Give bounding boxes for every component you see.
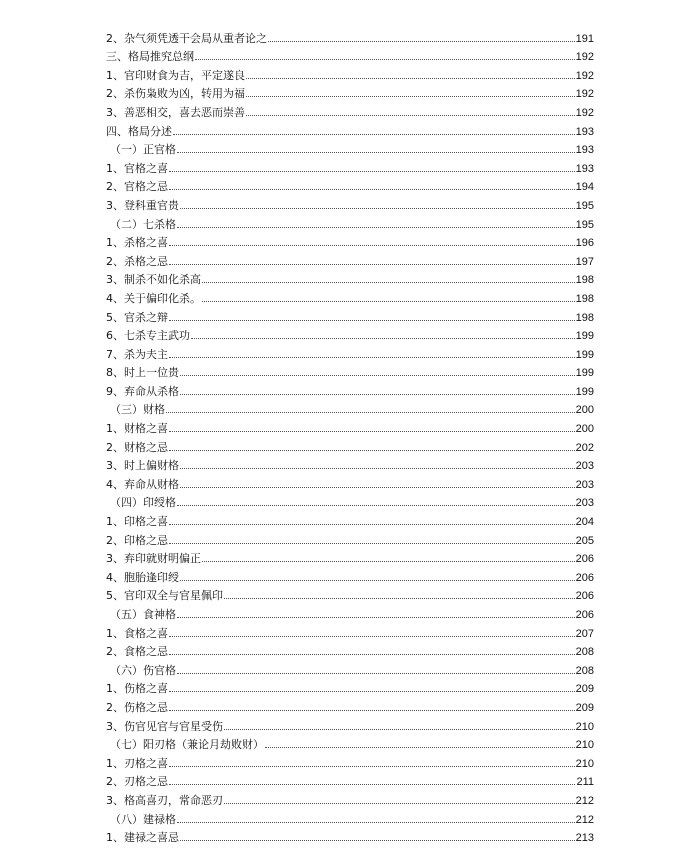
toc-dot-leader: [177, 505, 575, 506]
toc-dot-leader: [246, 115, 575, 116]
toc-entry-title: （四）印绶格: [110, 496, 176, 510]
toc-dot-leader: [180, 394, 575, 395]
toc-page-number: 192: [575, 106, 594, 119]
toc-entry[interactable]: [106, 695, 594, 714]
toc-entry-title: 2、伤格之忌: [106, 700, 168, 714]
toc-entry-title: 3、时上偏财格: [106, 459, 179, 473]
toc-entry[interactable]: [106, 231, 594, 250]
toc-entry[interactable]: [106, 472, 594, 491]
toc-page-number: 199: [575, 367, 594, 380]
toc-dot-leader: [265, 747, 575, 748]
toc-entry[interactable]: [106, 361, 594, 380]
toc-page-number: 195: [575, 199, 594, 212]
toc-dot-leader: [169, 654, 575, 655]
toc-entry-title: 3、伤官见官与官星受伤: [106, 719, 223, 733]
toc-entry-title: 4、胞胎逢印绶: [106, 570, 179, 584]
toc-page-number: 191: [575, 32, 594, 45]
toc-entry[interactable]: [106, 416, 594, 435]
toc-entry-title: 2、印格之忌: [106, 533, 168, 547]
toc-entry[interactable]: [106, 305, 594, 324]
toc-dot-leader: [177, 227, 575, 228]
toc-entry[interactable]: [106, 324, 594, 343]
toc-entry-title: 5、官杀之辩: [106, 310, 168, 324]
toc-dot-leader: [166, 412, 575, 413]
toc-dot-leader: [224, 803, 575, 804]
toc-page-number: 200: [575, 423, 594, 436]
toc-page-number: 192: [575, 51, 594, 64]
toc-entry[interactable]: [106, 677, 594, 696]
toc-entry[interactable]: [106, 640, 594, 659]
toc-entry-title: 4、关于偏印化杀。: [106, 291, 201, 305]
toc-dot-leader: [169, 245, 575, 246]
toc-dot-leader: [202, 561, 575, 562]
toc-entry[interactable]: [106, 454, 594, 473]
toc-entry-title: 1、食格之喜: [106, 626, 168, 640]
toc-page-number: 200: [575, 404, 594, 417]
toc-entry[interactable]: [106, 212, 594, 231]
toc-entry-title: 2、官格之忌: [106, 180, 168, 194]
toc-entry-title: 1、财格之喜: [106, 422, 168, 436]
toc-entry[interactable]: [106, 435, 594, 454]
toc-dot-leader: [169, 320, 575, 321]
toc-entry[interactable]: [106, 398, 594, 417]
toc-entry[interactable]: [106, 26, 594, 45]
toc-dot-leader: [180, 375, 575, 376]
toc-entry-title: （五）食神格: [110, 608, 176, 621]
toc-entry[interactable]: [106, 565, 594, 584]
toc-dot-leader: [191, 338, 575, 339]
toc-dot-leader: [180, 840, 575, 841]
toc-page-number: 210: [575, 720, 594, 733]
toc-entry[interactable]: [106, 714, 594, 733]
toc-entry[interactable]: [106, 751, 594, 770]
toc-page-number: 206: [575, 590, 594, 603]
toc-entry-title: （八）建禄格: [110, 812, 176, 826]
toc-entry-title: （二）七杀格: [110, 217, 176, 231]
toc-dot-leader: [224, 729, 575, 730]
toc-dot-leader: [202, 301, 575, 302]
toc-entry[interactable]: [106, 342, 594, 361]
toc-page-number: 192: [575, 88, 594, 101]
toc-entry[interactable]: [106, 770, 594, 789]
toc-dot-leader: [180, 208, 575, 209]
toc-entry-title: 2、食格之忌: [106, 645, 168, 659]
toc-entry-title: 2、杀格之忌: [106, 254, 168, 268]
toc-page-number: 197: [575, 255, 594, 268]
toc-page-number: 203: [575, 497, 594, 510]
toc-entry-title: 3、制杀不如化杀高: [106, 273, 201, 287]
toc-page-number: 196: [575, 237, 594, 250]
toc-dot-leader: [169, 450, 575, 451]
toc-entry[interactable]: [106, 509, 594, 528]
toc-entry-title: （一）正官格: [110, 143, 176, 157]
toc-entry-title: 2、杂气须凭透干会局从重者论之: [106, 31, 267, 45]
toc-page-number: 212: [575, 813, 594, 826]
toc-dot-leader: [169, 171, 575, 172]
toc-entry[interactable]: [106, 528, 594, 547]
toc-dot-leader: [195, 59, 575, 60]
toc-entry[interactable]: [106, 193, 594, 212]
toc-page-number: 193: [575, 162, 594, 175]
toc-entry-title: （七）阳刃格（兼论月劫败财）: [110, 738, 264, 752]
toc-page-number: 202: [575, 441, 594, 454]
toc-entry-title: 1、建禄之喜忌: [106, 831, 179, 845]
toc-entry-title: 2、杀伤枭败为凶，转用为福: [106, 87, 245, 101]
toc-dot-leader: [169, 636, 575, 637]
table-of-contents: [106, 26, 594, 844]
toc-page-number: 205: [575, 534, 594, 547]
toc-dot-leader: [177, 617, 575, 618]
toc-entry-title: 3、格高喜刃，常命恶刃: [106, 793, 223, 807]
toc-page-number: 193: [575, 125, 594, 138]
toc-entry[interactable]: [106, 45, 594, 64]
toc-entry-title: 1、杀格之喜: [106, 236, 168, 250]
toc-page-number: 199: [575, 348, 594, 361]
toc-entry[interactable]: [106, 807, 594, 826]
toc-dot-leader: [177, 673, 575, 674]
toc-entry-title: 三、格局推究总纲: [106, 50, 194, 64]
toc-page-number: 206: [575, 571, 594, 584]
toc-dot-leader: [169, 543, 575, 544]
toc-dot-leader: [173, 134, 575, 135]
toc-entry[interactable]: [106, 733, 594, 752]
toc-entry[interactable]: [106, 249, 594, 268]
toc-dot-leader: [169, 691, 575, 692]
toc-entry-title: 2、财格之忌: [106, 440, 168, 454]
toc-dot-leader: [169, 766, 575, 767]
toc-entry[interactable]: [106, 788, 594, 807]
toc-dot-leader: [180, 580, 575, 581]
toc-entry[interactable]: [106, 658, 594, 677]
toc-page-number: 199: [575, 330, 594, 343]
toc-page-number: 193: [575, 144, 594, 157]
toc-page-number: 213: [575, 832, 594, 845]
toc-entry[interactable]: [106, 621, 594, 640]
toc-entry[interactable]: [106, 286, 594, 305]
toc-entry-title: 2、刃格之忌: [106, 775, 168, 789]
toc-entry[interactable]: [106, 379, 594, 398]
toc-dot-leader: [246, 96, 575, 97]
toc-entry[interactable]: [106, 584, 594, 603]
toc-dot-leader: [169, 189, 575, 190]
toc-entry-title: 9、弃命从杀格: [106, 384, 179, 398]
toc-page-number: 208: [575, 664, 594, 677]
toc-entry[interactable]: [106, 63, 594, 82]
toc-dot-leader: [177, 152, 575, 153]
toc-page-number: 212: [575, 794, 594, 807]
toc-entry-title: 6、七杀专主武功: [106, 329, 190, 343]
toc-dot-leader: [169, 357, 575, 358]
toc-dot-leader: [246, 78, 575, 79]
toc-entry[interactable]: [106, 268, 594, 287]
toc-page-number: 198: [575, 311, 594, 324]
toc-page-number: 209: [575, 701, 594, 714]
toc-dot-leader: [169, 264, 575, 265]
toc-page-number: 206: [575, 553, 594, 566]
toc-page-number: 208: [575, 646, 594, 659]
toc-dot-leader: [169, 710, 575, 711]
toc-dot-leader: [180, 487, 575, 488]
toc-dot-leader: [169, 431, 575, 432]
toc-dot-leader: [177, 822, 575, 823]
toc-page-number: 192: [575, 69, 594, 82]
toc-entry-title: 1、官印财食为吉，平定遂良: [106, 68, 245, 82]
toc-page-number: 198: [575, 274, 594, 287]
toc-entry-title: 4、弃命从财格: [106, 477, 179, 491]
toc-page-number: 203: [575, 460, 594, 473]
toc-entry-title: 1、印格之喜: [106, 515, 168, 529]
toc-dot-leader: [268, 41, 575, 42]
toc-page-number: 211: [576, 776, 594, 789]
toc-entry[interactable]: [106, 119, 594, 138]
toc-entry-title: 3、登科重官贵: [106, 198, 179, 212]
toc-entry[interactable]: [106, 547, 594, 566]
toc-page-number: 199: [575, 385, 594, 398]
toc-entry-title: 8、时上一位贵: [106, 366, 179, 380]
toc-entry-title: （三）财格: [110, 403, 165, 417]
toc-entry[interactable]: [106, 156, 594, 175]
toc-entry[interactable]: [106, 138, 594, 157]
toc-dot-leader: [169, 784, 575, 785]
toc-page-number: 194: [575, 181, 594, 194]
toc-page-number: 203: [575, 478, 594, 491]
toc-entry-title: 1、官格之喜: [106, 161, 168, 175]
toc-entry[interactable]: [106, 602, 594, 621]
toc-entry[interactable]: [106, 826, 594, 845]
toc-entry-title: 3、善恶相交，喜去恶而崇善: [106, 105, 245, 119]
toc-dot-leader: [169, 524, 575, 525]
toc-entry-title: 7、杀为夫主: [106, 347, 168, 361]
toc-entry[interactable]: [106, 82, 594, 101]
toc-entry[interactable]: [106, 100, 594, 119]
toc-dot-leader: [202, 282, 575, 283]
toc-dot-leader: [224, 598, 575, 599]
toc-entry-title: 1、伤格之喜: [106, 682, 168, 696]
toc-page-number: 210: [575, 757, 594, 770]
toc-page-number: 210: [575, 739, 594, 752]
toc-page-number: 209: [575, 683, 594, 696]
toc-page-number: 195: [575, 218, 594, 231]
toc-entry[interactable]: [106, 491, 594, 510]
toc-entry-title: 四、格局分述: [106, 124, 172, 138]
toc-entry[interactable]: [106, 175, 594, 194]
toc-page-number: 198: [575, 292, 594, 305]
toc-entry-title: （六）伤官格: [110, 663, 176, 677]
toc-page-number: 206: [575, 609, 594, 621]
toc-page-number: 207: [575, 627, 594, 640]
toc-entry-title: 1、刃格之喜: [106, 756, 168, 770]
toc-page-number: 204: [575, 516, 594, 529]
toc-entry-title: 5、官印双全与官星佩印: [106, 589, 223, 603]
toc-entry-title: 3、弃印就财明偏正: [106, 552, 201, 566]
toc-dot-leader: [180, 468, 575, 469]
